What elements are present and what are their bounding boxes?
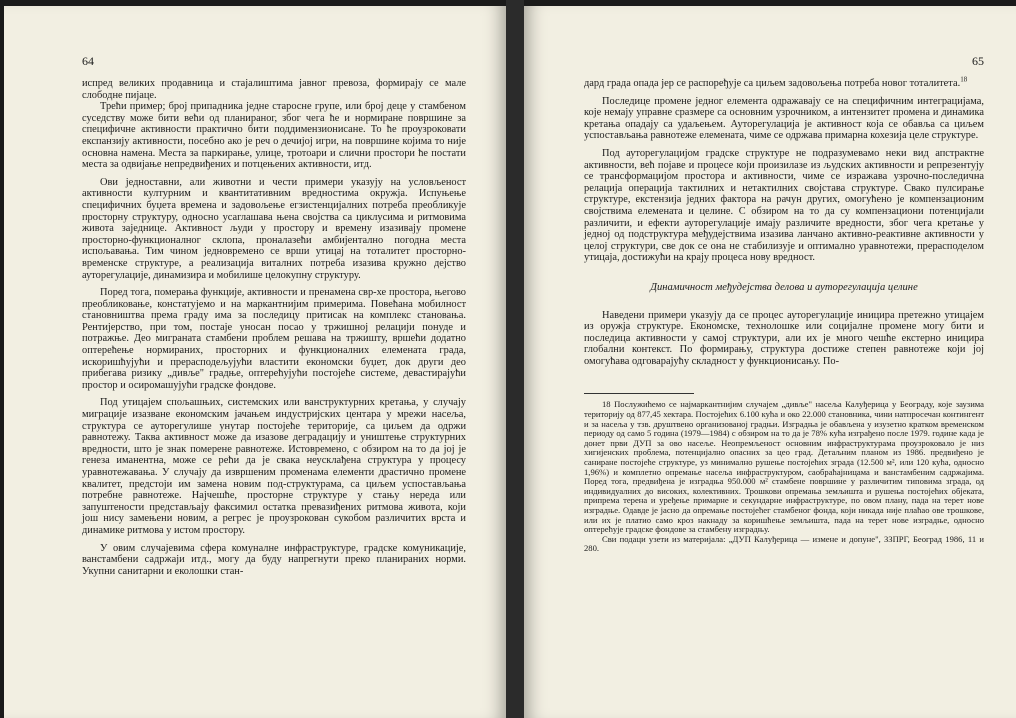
paragraph: Трећи пример; број припадника једне старосне групе, или број деце у стамбеном суседству може бити већи од планираног, због чега ће и нормиране површине за специфичне активности практично бити поддимензионисане. То ће проузроковати експанзију активности, посебно ако је реч о дечијој игри, на површине којима то није основна намена. Места за паркирање, улице, тротоари и слични простори ће постати места за одвијање непредвиђених и потцењених активности, итд.: [82, 101, 466, 171]
footnotes: [584, 400, 984, 554]
footnote: Сви подаци узети из материјала: „ДУП Калуђерица — измене и допуне", ЗЗПРГ, Београд 1986, 11 и 280.: [584, 533, 984, 554]
paragraph: Под утицајем спољашњих, системских или ванструктурних кретања, у случају миграције изазване економским јачањем индустријских центара у мрежи насеља, структура се ауторегулише унутар постојеће територије, са циљем да одржи равнотежу. Таква активност може да изазове деградацију и уништење структурних вредности, што је знак померене равнотеже. Истовремено, с обзиром на то да јој је генеза иманентна, може се рећи да је свака неусклађена структура у процесу уравнотежавања. У случају да извршеним променама елементи драстично промене квалитет, предстоји им замена новим под-структурама, са циљем успостављања потребне равнотеже. Најчешће, просторне структуре у стању нереда или запуштености представљају факсимил остатка превазиђених ритмова живота, који још нису замењени новим, а регрес је проузрокован сукобом различитих врста и динамике ритмова у истом простору.: [82, 397, 466, 536]
footnote: 18 Послужићемо се најмаркантнијим случајем „дивље" насеља Калуђерица у Београду, које заузима територију од 877,45 хектара. Постојећих 6.100 кућа и око 22.000 становника, чини натпросечан контингент и за насеља у тзв. друштвено организованој градњи. Изградња је обављена у изузетно кратком временском периоду од само 5 година (1979—1984) с обзиром на то да је 78% кућа изграђено после 1979. године када је донет први ДУП за ово насеље. Неопремљеност основним инфраструктурама проузроковало је низ хигијенских проблема, потенцијално опасних за цео град. Детаљним планом из 1986. предвиђено је саниране постојеће структуре, уз минимално рушење постојећих зграда (12.500 м², или 120 кућа, односно 1,96%) и комплетно опремање насеља инфраструктуром, саобраћајницама и ванстамбеним садржајима. Поред тога, предвиђена је изградња 950.000 м² стамбене површине у различитим типовима зграда, од индивидуалних до високих, колективних. Трошкови опремања земљишта и рушења постојећих објеката, припрема терена и уређење примарне и секундарне инфраструктуре, по овом плану, пада на терет нове изградње. Одавде је јасно да опремање постојећег стамбеног фонда, који никада није плаћао ове трошкове, или их је платио само кроз накнаду за коришћење земљишта, пада на терет нове изградње, односно оптерећује градске фондове за стамбену изградњу.: [584, 399, 984, 535]
paragraph: [584, 75, 984, 90]
paragraph: Последице промене једног елемента одражавају се на специфичним интеграцијама, које немају управне сразмере са основним узрочником, а интензитет промена и динамика кретања опадају са удаљењем. Ауторегулација је активност која се обавља са циљем успостављања равнотеже елемената, чиме се одржава примарна кохезија целе структуре.: [584, 95, 984, 142]
left-page: [4, 6, 506, 718]
footnote-mark: 18: [960, 75, 968, 84]
paragraph: Наведени примери указују да се процес ауторегулације иницира претежно утицајем из оружја структуре. Економске, технолошке или социјалне промене могу бити и последица активности у самој структури, али их је много чешће екстерно иницира глобални контекст. По формирању, структура достиже степен равнотеже који јој омогућава одговарајућу складност у функционисању. По-: [584, 309, 984, 367]
right-page: [524, 6, 1016, 718]
footnote-divider: [584, 393, 694, 394]
paragraph: Под ауторегулацијом градске структуре не подразумевамо неки вид апстрактне активности, већ појаве и процесе који произилазе из људских активности и репрезентују се трансформацијом простора и активности, чиме се изражава узрочно-последична релација операција тактилних и нетактилних својстава структуре. Свако пулсирање структуре, екстензија једних фактора на рачун других, омогућено је компензационим својствима елемената и целине. С обзиром на то да су компензациони потенцијали различити, и ефекти ауторегулације имају различите вредности, због чега кретање у једној од подструктура међудејствима изазива ланчано активно-реактивне активности у целој структури, све док се она не стабилизује и оптимално уравнотежи, прерасподелом утицаја, достижући на крају процеса нову вредност.: [584, 147, 984, 264]
paragraph: Ови једноставни, али животни и чести примери указују на условљеност активности културним и квантитативним вредностима окружја. Испуњење специфичних буџета времена и задовољење егзистенцијалних потреба преобликује просторну структуру, односно усаглашава њена својства са циклусима и ритмовима живота заједнице. Активност људи у простору и времену изазивају промене просторно-функционалног склопа, проналазећи амбијентално погодна места испољавања. Тим чином једновремено се врши утицај на тоталитет просторно-временске структуре, а реализација виталних потреба изазива кружно дејство ауторегулације, динамизира и мобилише целокупну структуру.: [82, 176, 466, 281]
book-gutter: [506, 0, 524, 718]
page-number: 64: [82, 54, 94, 68]
paragraph: испред великих продавница и стајалиштима јавног превоза, формирају се мале слободне пијаце.: [82, 78, 466, 101]
paragraph-text: дард града опада јер се распоређује са циљем задовољења потреба новог тоталитета.: [584, 78, 961, 89]
page-number: 65: [972, 54, 984, 68]
paragraph: У овим случајевима сфера комуналне инфраструктуре, градске комуникације, ванстамбени садржаји итд., могу да буду напрегнути преко планираних норми. Укупни санитарни и еколошки стан-: [82, 542, 466, 577]
paragraph: Поред тога, померања функције, активности и пренамена свр-хе простора, његово преобликовање, констатујемо и на маркантнијим примерима. Повећана мобилност становништва према граду има за последицу притисак на комплекс становања. Рентијерство, при том, постаје уносан посао у тржишној релацији понуде и потражње. Део миграната стамбени проблем решава на тржишту, вршећи додатно оптерећење нормираних, просторних и функционалних елемената града, искоришћујући и прерасподељујући властити економски бyџет, док други део прибегава ризику „дивље" градње, оптерећујући постојеће системе, девастирајући простор и осиромашујући градске фондове.: [82, 287, 466, 391]
section-heading: Динамичност међудејства делова и ауторегулација целине: [650, 281, 918, 293]
body-text: [82, 78, 466, 577]
body-text: [584, 75, 984, 367]
